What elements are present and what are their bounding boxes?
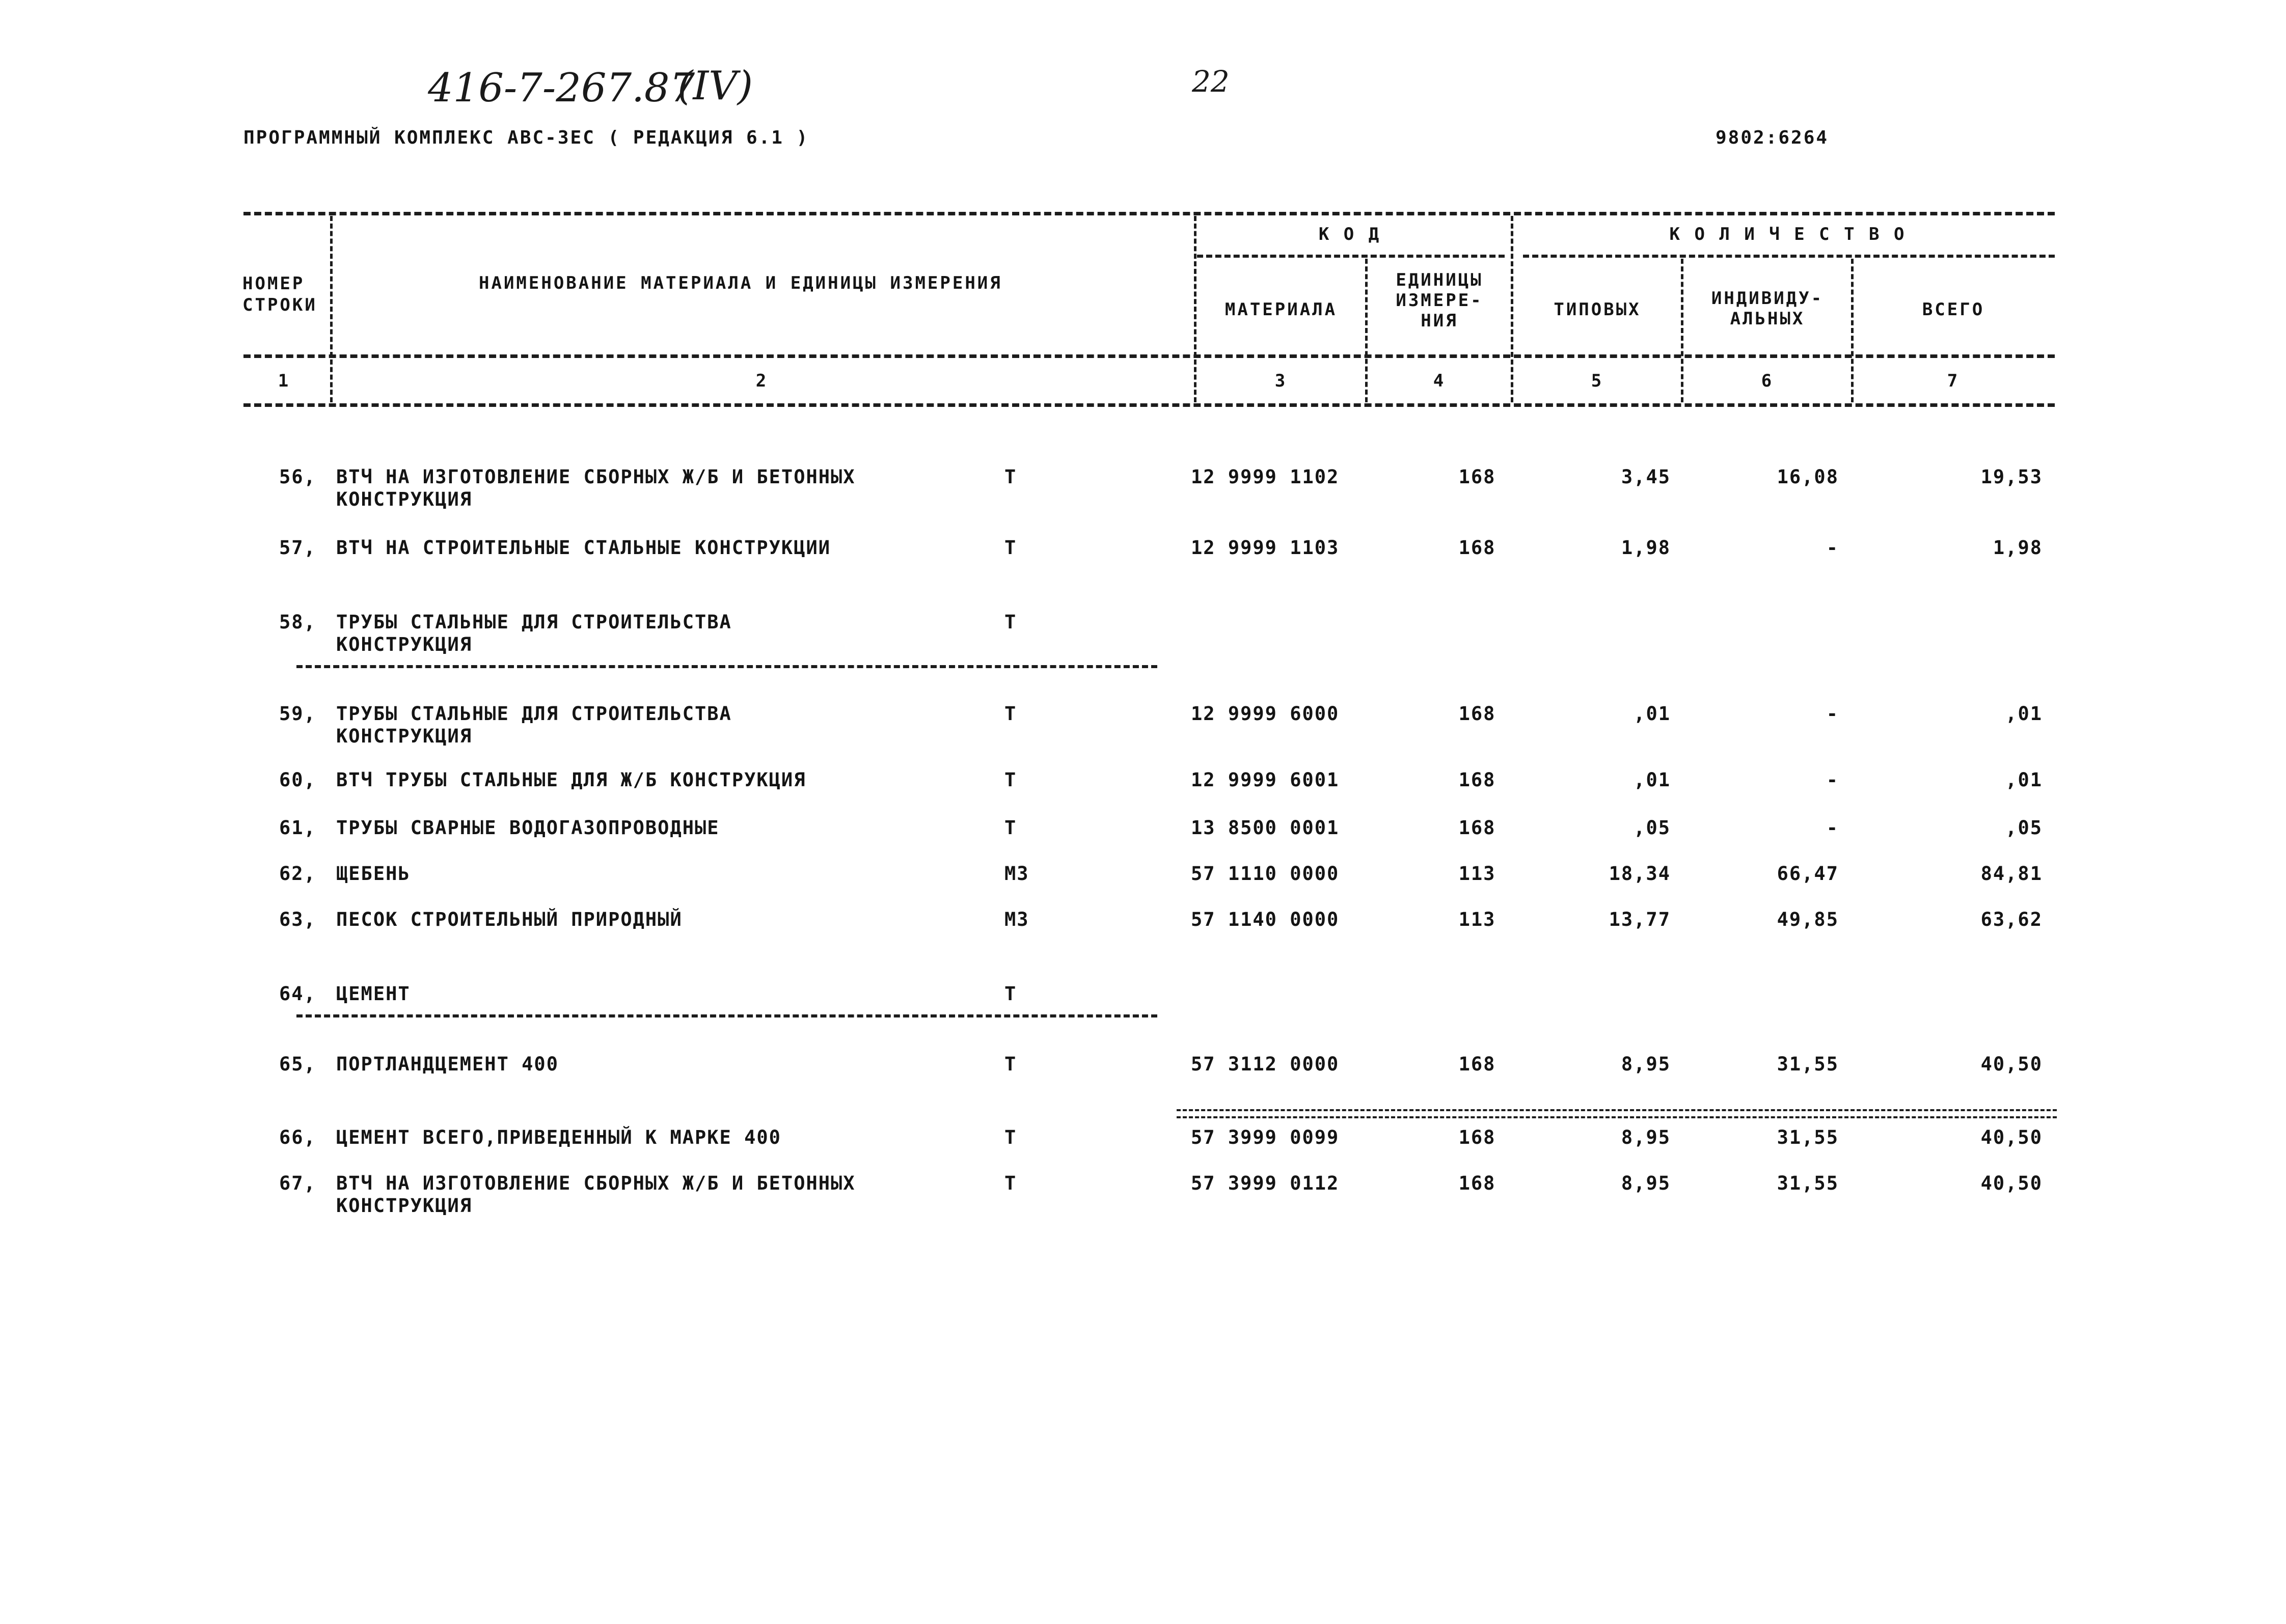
row-unit-code: 113	[1458, 863, 1496, 885]
row-name: ВТЧ НА ИЗГОТОВЛЕНИЕ СБОРНЫХ Ж/Б И БЕТОННЫХ КОНСТРУКЦИЯ	[336, 466, 856, 510]
row-unit: Т	[1004, 1172, 1017, 1194]
row-material-code: 13 8500 0001	[1191, 817, 1340, 839]
row-number: 64,	[279, 983, 316, 1005]
header-name: НАИМЕНОВАНИЕ МАТЕРИАЛА И ЕДИНИЦЫ ИЗМЕРЕНИЯ	[479, 273, 1002, 293]
row-material-code: 12 9999 6000	[1191, 703, 1340, 725]
row-unit-code: 113	[1458, 909, 1496, 930]
row-typical: 1,98	[1621, 537, 1671, 559]
row-unit: Т	[1004, 703, 1017, 725]
header-bottom-rule	[243, 403, 2055, 407]
handwritten-mark: (IV)	[677, 63, 753, 109]
group-underline	[296, 1014, 1157, 1017]
row-total: 63,62	[1980, 909, 2043, 930]
header-material: МАТЕРИАЛА	[1224, 299, 1338, 320]
row-total: 84,81	[1980, 863, 2043, 885]
row-typical: 18,34	[1609, 863, 1671, 885]
header-mid-rule	[243, 354, 2055, 358]
row-unit: М3	[1004, 909, 1029, 930]
col-number-6: 6	[1761, 371, 1774, 391]
row-number: 56,	[279, 466, 316, 488]
row-total: 40,50	[1980, 1053, 2043, 1075]
row-name: ТРУБЫ СТАЛЬНЫЕ ДЛЯ СТРОИТЕЛЬСТВА КОНСТРУКЦИЯ	[336, 703, 732, 747]
row-number: 63,	[279, 909, 316, 930]
row-unit-code: 168	[1458, 537, 1496, 559]
header-total: ВСЕГО	[1922, 299, 1985, 320]
header-unit: ЕДИНИЦЫ ИЗМЕРЕ- НИЯ	[1396, 270, 1483, 331]
header-code-group: К О Д	[1318, 224, 1381, 244]
col-sep	[1194, 216, 1196, 402]
row-unit-code: 168	[1458, 466, 1496, 488]
page-number: 22	[1192, 64, 1230, 99]
header-row-no: НОМЕР СТРОКИ	[242, 273, 317, 315]
row-typical: 8,95	[1621, 1172, 1671, 1194]
header-individual: ИНДИВИДУ- АЛЬНЫХ	[1711, 288, 1824, 329]
row-total: 1,98	[1993, 537, 2043, 559]
row-name: ВТЧ НА ИЗГОТОВЛЕНИЕ СБОРНЫХ Ж/Б И БЕТОННЫХ КОНСТРУКЦИЯ	[336, 1172, 856, 1217]
row-name: ПЕСОК СТРОИТЕЛЬНЫЙ ПРИРОДНЫЙ	[336, 909, 683, 930]
row-number: 61,	[279, 817, 316, 839]
row-typical: 8,95	[1621, 1126, 1671, 1148]
total-separator-bottom	[1177, 1116, 2057, 1118]
header-typical: ТИПОВЫХ	[1554, 299, 1641, 320]
row-typical: 3,45	[1621, 466, 1671, 488]
row-material-code: 57 3999 0099	[1191, 1126, 1340, 1148]
row-name: ВТЧ НА СТРОИТЕЛЬНЫЕ СТАЛЬНЫЕ КОНСТРУКЦИИ	[336, 537, 831, 559]
row-typical: ,01	[1634, 769, 1671, 791]
row-number: 58,	[279, 611, 316, 633]
col-sep	[1681, 259, 1683, 402]
row-name: ЩЕБЕНЬ	[336, 863, 411, 885]
row-unit-code: 168	[1458, 769, 1496, 791]
row-name: ВТЧ ТРУБЫ СТАЛЬНЫЕ ДЛЯ Ж/Б КОНСТРУКЦИЯ	[336, 769, 806, 791]
row-typical: ,01	[1634, 703, 1671, 725]
handwritten-code: 416-7-267.87	[428, 65, 695, 111]
row-total: 40,50	[1980, 1126, 2043, 1148]
col-sep	[330, 216, 333, 402]
code-group-rule	[1197, 255, 1505, 258]
row-unit: Т	[1004, 537, 1017, 559]
col-sep	[1365, 259, 1368, 402]
col-number-3: 3	[1274, 371, 1288, 391]
row-name: ЦЕМЕНТ	[336, 983, 411, 1005]
row-material-code: 12 9999 1103	[1191, 537, 1340, 559]
row-unit-code: 168	[1458, 1172, 1496, 1194]
group-underline	[296, 665, 1157, 668]
row-total: 19,53	[1980, 466, 2043, 488]
row-unit: Т	[1004, 983, 1017, 1005]
row-unit: Т	[1004, 1053, 1017, 1075]
row-unit: Т	[1004, 466, 1017, 488]
row-material-code: 12 9999 1102	[1191, 466, 1340, 488]
row-number: 60,	[279, 769, 316, 791]
row-material-code: 12 9999 6001	[1191, 769, 1340, 791]
row-individual: 31,55	[1777, 1053, 1839, 1075]
header-qty-group: К О Л И Ч Е С Т В О	[1669, 224, 1907, 244]
row-individual: -	[1826, 769, 1839, 791]
row-individual: 49,85	[1777, 909, 1839, 930]
program-line: ПРОГРАММНЫЙ КОМПЛЕКС АВС-ЗЕС ( РЕДАКЦИЯ 6.1 )	[243, 127, 809, 148]
row-unit: М3	[1004, 863, 1029, 885]
col-number-1: 1	[278, 371, 291, 391]
row-total: ,05	[2005, 817, 2043, 839]
row-total: ,01	[2005, 769, 2043, 791]
row-individual: 31,55	[1777, 1126, 1839, 1148]
qty-group-rule	[1523, 255, 2055, 258]
row-individual: 66,47	[1777, 863, 1839, 885]
row-total: ,01	[2005, 703, 2043, 725]
row-individual: -	[1826, 537, 1839, 559]
row-individual: 31,55	[1777, 1172, 1839, 1194]
total-separator-top	[1177, 1109, 2057, 1111]
header-top-rule	[243, 212, 2055, 215]
row-material-code: 57 3112 0000	[1191, 1053, 1340, 1075]
doc-number: 9802:6264	[1716, 127, 1829, 148]
row-unit: Т	[1004, 769, 1017, 791]
col-sep	[1851, 259, 1854, 402]
row-name: ТРУБЫ СВАРНЫЕ ВОДОГАЗОПРОВОДНЫЕ	[336, 817, 720, 839]
row-number: 67,	[279, 1172, 316, 1194]
row-material-code: 57 3999 0112	[1191, 1172, 1340, 1194]
row-unit: Т	[1004, 817, 1017, 839]
row-name: ТРУБЫ СТАЛЬНЫЕ ДЛЯ СТРОИТЕЛЬСТВА КОНСТРУКЦИЯ	[336, 611, 732, 655]
row-unit-code: 168	[1458, 1053, 1496, 1075]
row-number: 59,	[279, 703, 316, 725]
row-individual: 16,08	[1777, 466, 1839, 488]
row-individual: -	[1826, 817, 1839, 839]
row-unit: Т	[1004, 611, 1017, 633]
row-typical: 8,95	[1621, 1053, 1671, 1075]
row-material-code: 57 1140 0000	[1191, 909, 1340, 930]
row-total: 40,50	[1980, 1172, 2043, 1194]
col-sep	[1511, 216, 1513, 402]
row-unit: Т	[1004, 1126, 1017, 1148]
row-name: ПОРТЛАНДЦЕМЕНТ 400	[336, 1053, 559, 1075]
col-number-5: 5	[1591, 371, 1604, 391]
col-number-2: 2	[755, 371, 769, 391]
row-number: 62,	[279, 863, 316, 885]
row-unit-code: 168	[1458, 703, 1496, 725]
row-number: 66,	[279, 1126, 316, 1148]
row-unit-code: 168	[1458, 1126, 1496, 1148]
row-individual: -	[1826, 703, 1839, 725]
col-number-7: 7	[1947, 371, 1960, 391]
row-material-code: 57 1110 0000	[1191, 863, 1340, 885]
row-unit-code: 168	[1458, 817, 1496, 839]
col-number-4: 4	[1433, 371, 1446, 391]
row-name: ЦЕМЕНТ ВСЕГО,ПРИВЕДЕННЫЙ К МАРКЕ 400	[336, 1126, 781, 1148]
row-number: 57,	[279, 537, 316, 559]
row-typical: ,05	[1634, 817, 1671, 839]
row-typical: 13,77	[1609, 909, 1671, 930]
row-number: 65,	[279, 1053, 316, 1075]
